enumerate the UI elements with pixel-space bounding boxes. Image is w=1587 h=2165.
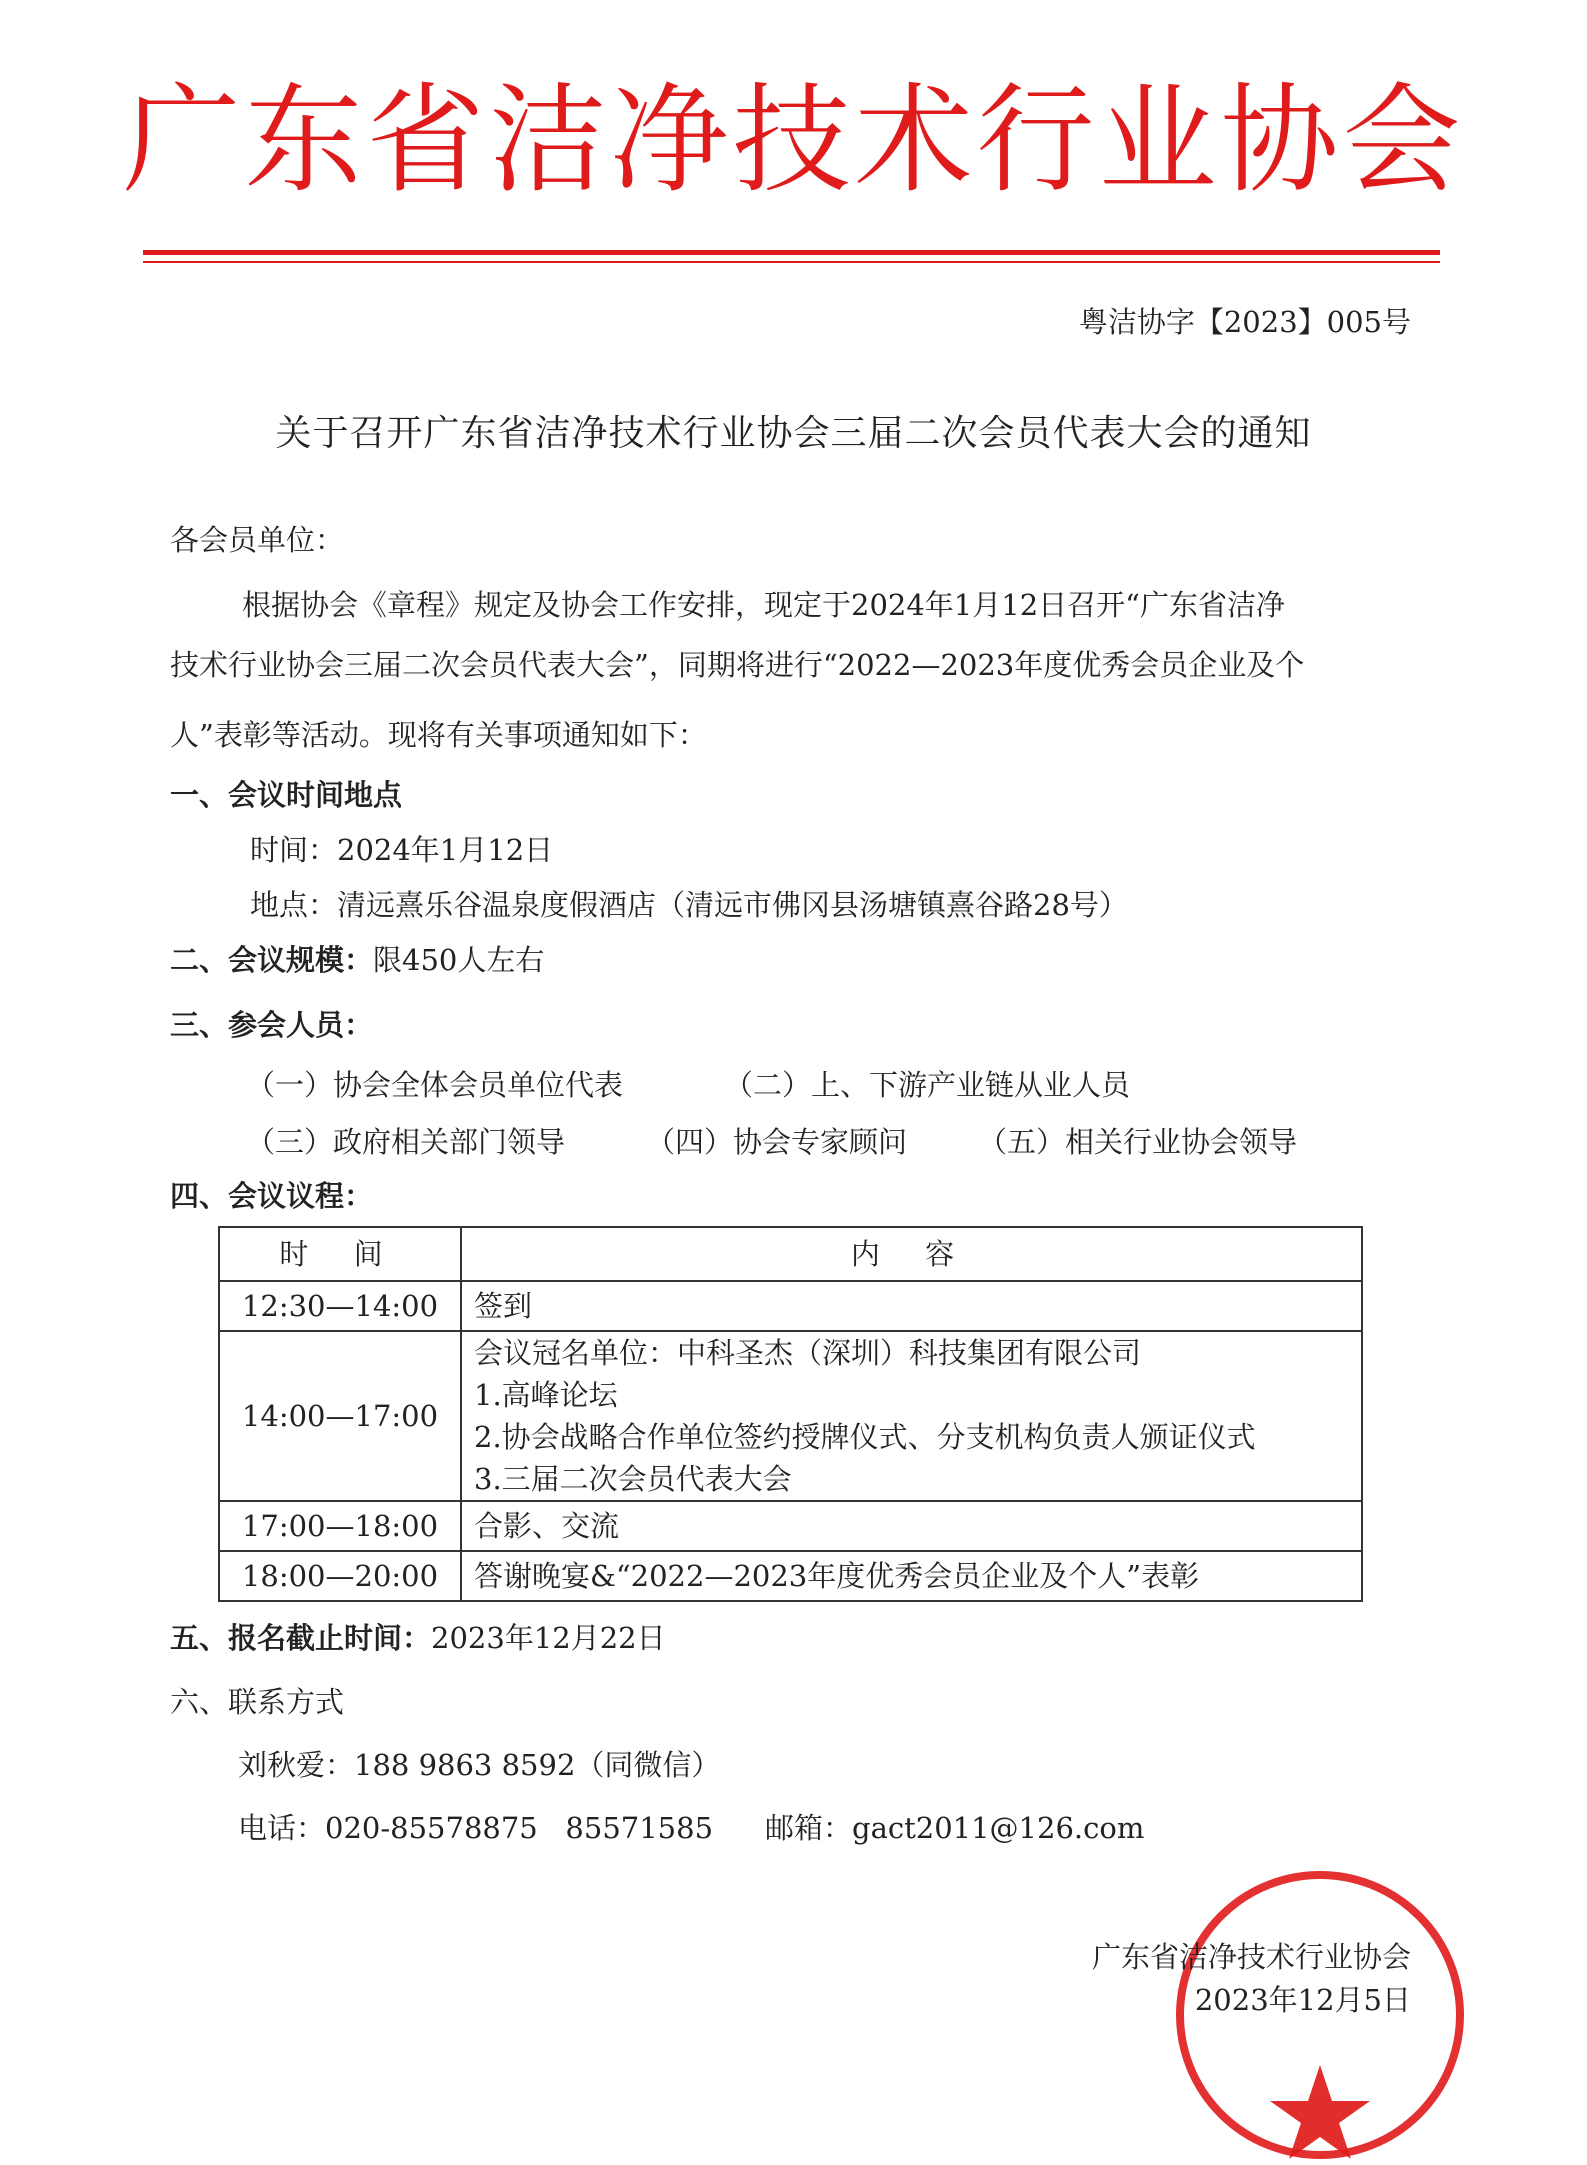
section5 bbox=[170, 1618, 666, 1658]
signature-date: 2023年12月5日 bbox=[1194, 1983, 1411, 2017]
intro-line-3: 人”表彰等活动。现将有关事项通知如下： bbox=[170, 718, 707, 752]
agenda-row bbox=[219, 1281, 1362, 1331]
document-title: 关于召开广东省洁净技术行业协会三届二次会员代表大会的通知 bbox=[275, 413, 1312, 454]
agenda-time: 12:30—14:00 bbox=[219, 1281, 461, 1331]
agenda-content bbox=[461, 1331, 1362, 1501]
signature-org: 广东省洁净技术行业协会 bbox=[1091, 1940, 1411, 1974]
section1-heading: 一、会议时间地点 bbox=[170, 778, 403, 812]
meeting-place: 地点：清远熹乐谷温泉度假酒店（清远市佛冈县汤塘镇熹谷路28号） bbox=[250, 888, 1128, 922]
agenda-header-row bbox=[219, 1227, 1362, 1281]
agenda-content: 答谢晚宴&“2022—2023年度优秀会员企业及个人”表彰 bbox=[461, 1551, 1362, 1601]
section3-heading: 三、参会人员： bbox=[170, 1008, 374, 1042]
agenda-content-line: 会议冠名单位：中科圣杰（深圳）科技集团有限公司 bbox=[474, 1336, 1142, 1370]
agenda-content-line: 1.高峰论坛 bbox=[474, 1378, 618, 1412]
agenda-time: 14:00—17:00 bbox=[219, 1331, 461, 1501]
letterhead-org-name: 广东省洁净技术行业协会 bbox=[122, 71, 1465, 209]
section6-heading: 六、联系方式 bbox=[170, 1685, 345, 1719]
section2-heading: 二、会议规模： bbox=[170, 943, 374, 977]
attendee-item: （一）协会全体会员单位代表 bbox=[246, 1068, 624, 1102]
document-number: 粤洁协字【2023】005号 bbox=[1078, 305, 1411, 339]
agenda-time: 18:00—20:00 bbox=[219, 1551, 461, 1601]
agenda-row bbox=[219, 1501, 1362, 1551]
intro-line-1: 根据协会《章程》规定及协会工作安排，现定于2024年1月12日召开“广东省洁净 bbox=[242, 588, 1285, 622]
attendee-item: （五）相关行业协会领导 bbox=[978, 1125, 1298, 1159]
agenda-row bbox=[219, 1551, 1362, 1601]
contact-phone: 电话：020-85578875 85571585 bbox=[238, 1811, 714, 1845]
agenda-content: 合影、交流 bbox=[461, 1501, 1362, 1551]
letterhead-rule-thin bbox=[143, 261, 1440, 263]
seal-star-icon bbox=[1270, 2065, 1370, 2159]
registration-deadline: 2023年12月22日 bbox=[431, 1621, 666, 1655]
agenda-content-line: 2.协会战略合作单位签约授牌仪式、分支机构负责人颁证仪式 bbox=[474, 1420, 1256, 1454]
agenda-time: 17:00—18:00 bbox=[219, 1501, 461, 1551]
agenda-row bbox=[219, 1331, 1362, 1501]
attendee-item: （四）协会专家顾问 bbox=[646, 1125, 908, 1159]
agenda-content: 签到 bbox=[461, 1281, 1362, 1331]
contact-person: 刘秋爱：188 9863 8592（同微信） bbox=[238, 1748, 721, 1782]
attendee-item: （二）上、下游产业链从业人员 bbox=[724, 1068, 1131, 1102]
meeting-scale: 限450人左右 bbox=[373, 943, 545, 977]
agenda-header-content: 内 容 bbox=[461, 1227, 1362, 1281]
contact-email: 邮箱：gact2011@126.com bbox=[765, 1811, 1145, 1845]
attendee-item: （三）政府相关部门领导 bbox=[246, 1125, 566, 1159]
letterhead-rule-thick bbox=[143, 250, 1440, 255]
section2 bbox=[170, 940, 544, 980]
agenda-table bbox=[218, 1226, 1363, 1602]
section4-heading: 四、会议议程： bbox=[170, 1179, 374, 1213]
meeting-time: 时间：2024年1月12日 bbox=[250, 833, 554, 867]
agenda-header-time: 时 间 bbox=[219, 1227, 461, 1281]
salutation: 各会员单位： bbox=[170, 523, 345, 557]
section5-heading: 五、报名截止时间： bbox=[170, 1621, 432, 1655]
intro-line-2: 技术行业协会三届二次会员代表大会”，同期将进行“2022—2023年度优秀会员企业及个 bbox=[170, 648, 1305, 682]
agenda-content-line: 3.三届二次会员代表大会 bbox=[474, 1462, 792, 1496]
